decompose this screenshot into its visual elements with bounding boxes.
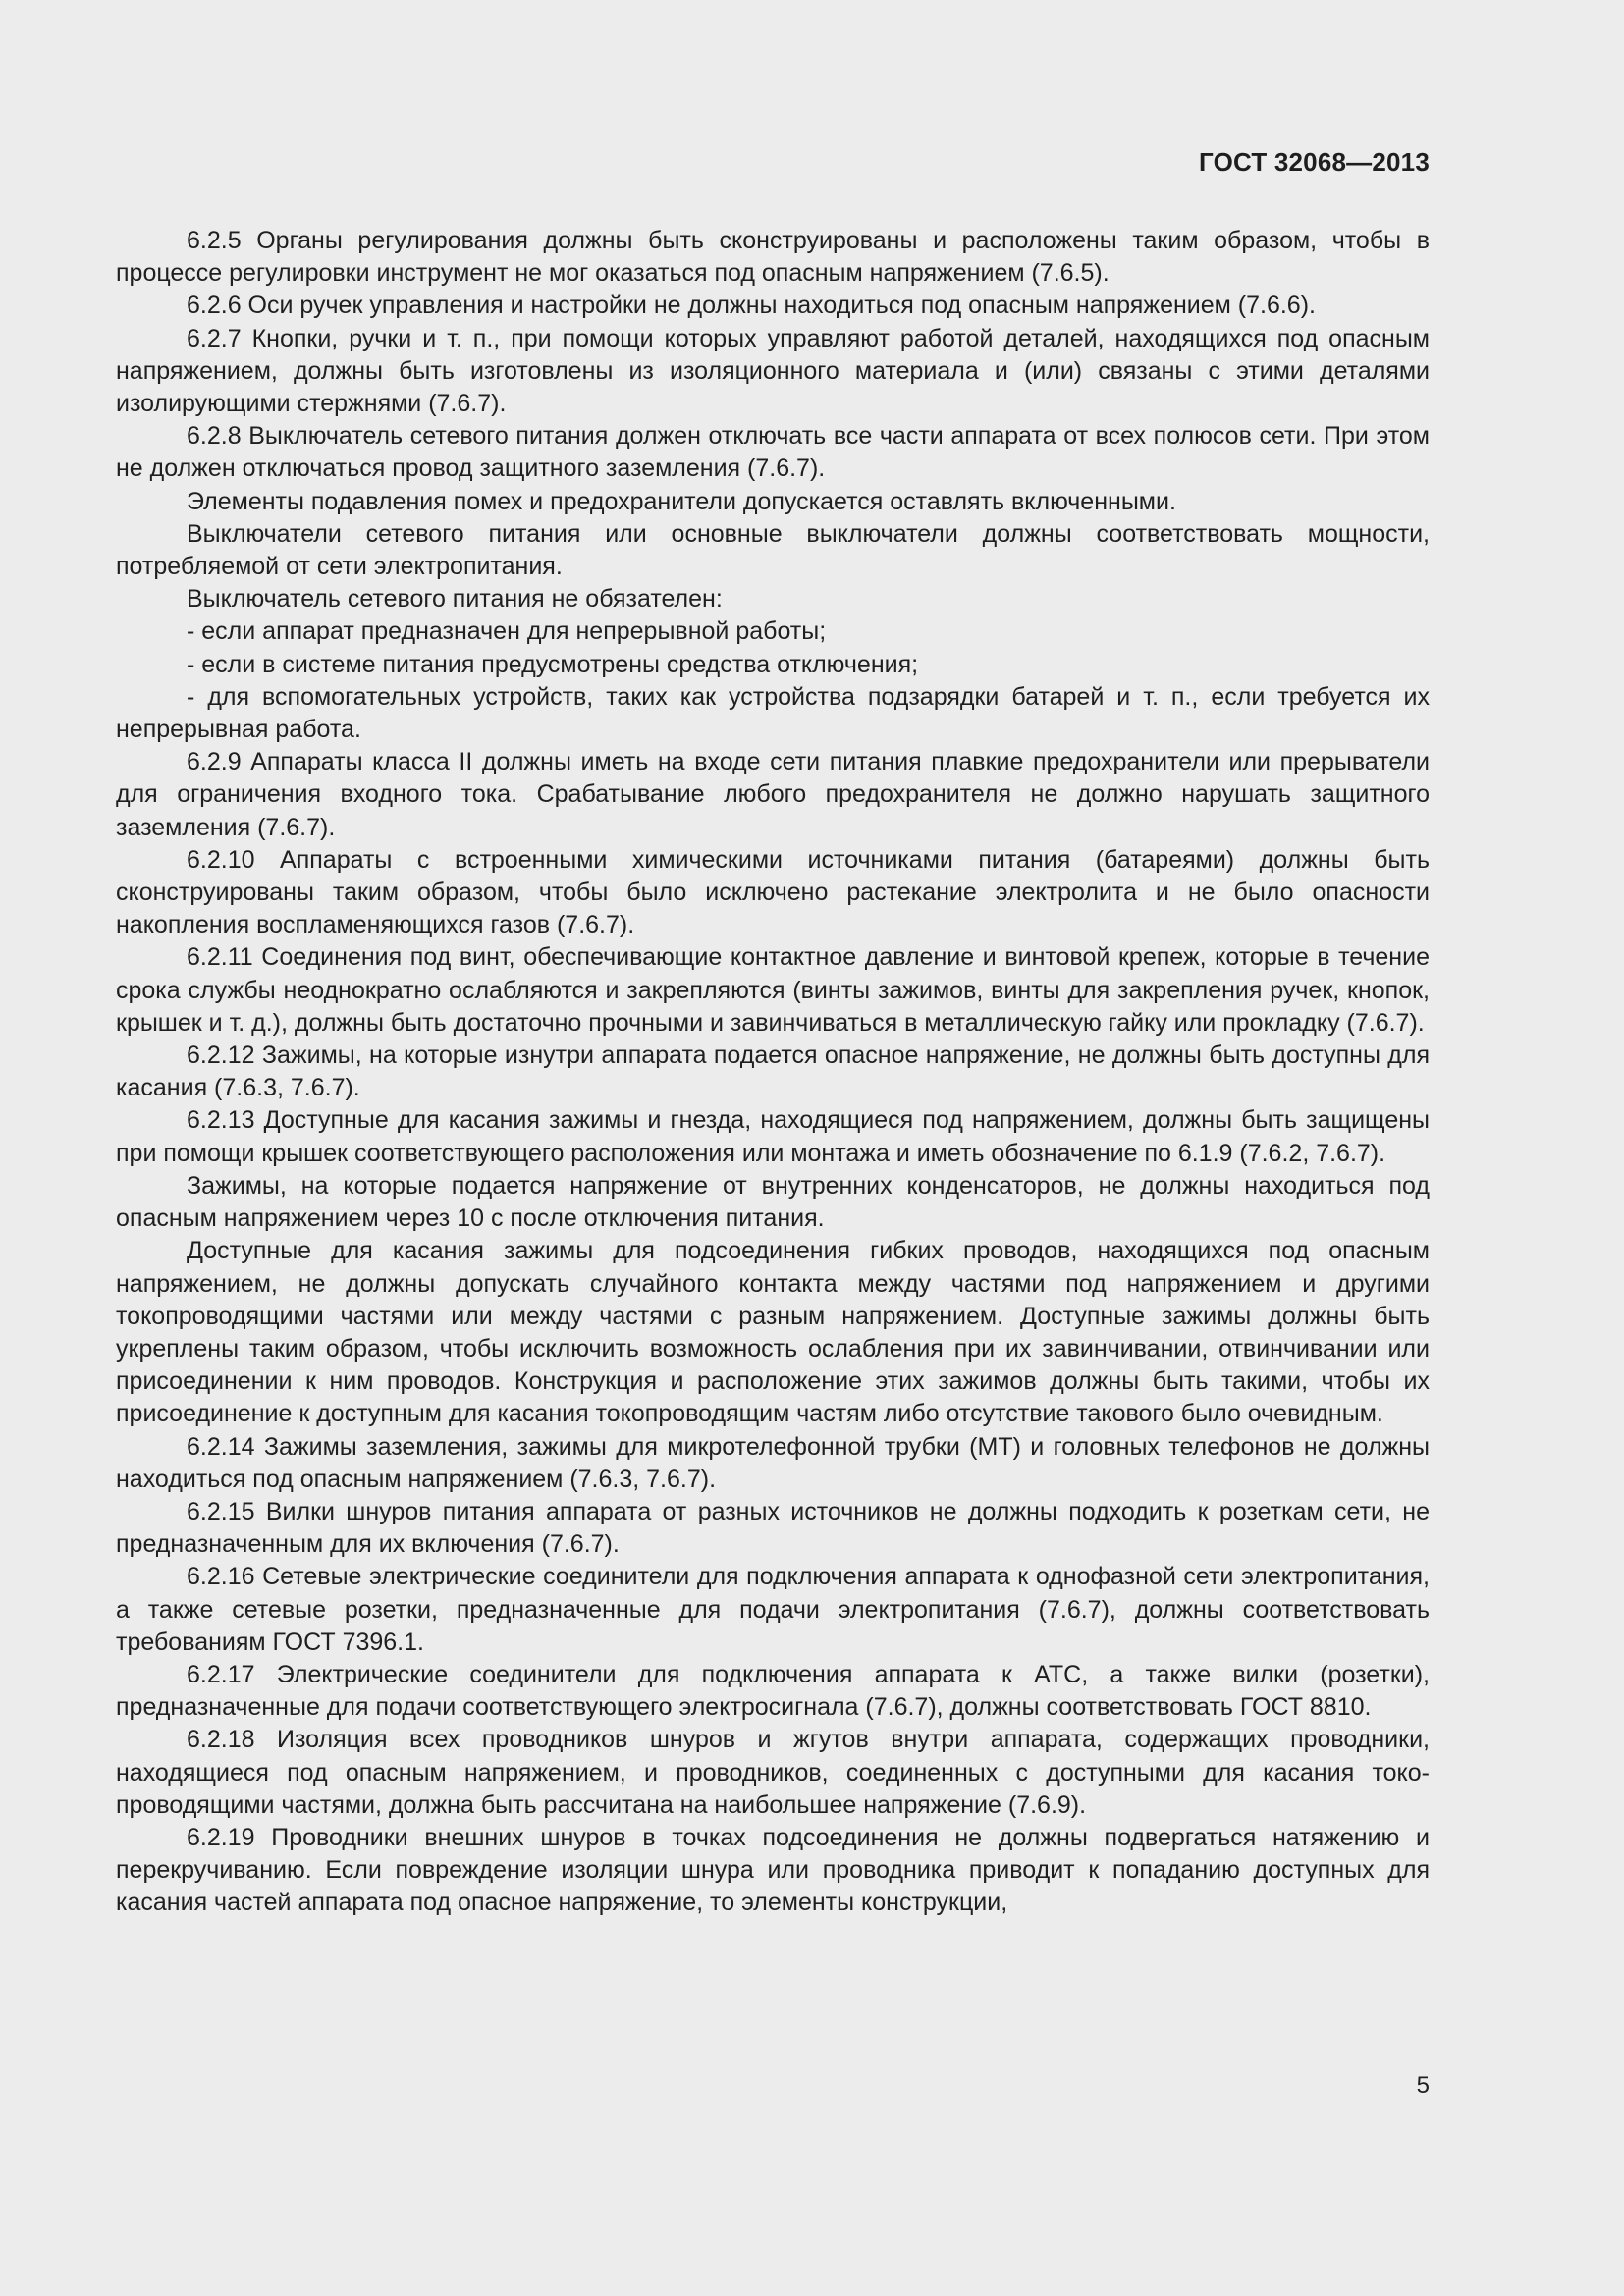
paragraph-switch-not-required: Выключатель сетевого питания не обязателен: [187,585,723,614]
paragraph-6-2-16: 6.2.16 Сетевые электрические соединители для подключения аппарата к однофазной сети электропитания, а также сетевые розетки, предназначенные для подачи электропитания (7.6.7), должны соответствовать требованиям ГОСТ 7396.1. [116,1563,1430,1656]
standard-code-header: ГОСТ 32068—2013 [1199,147,1430,177]
paragraph-6-2-17: 6.2.17 Электрические соединители для подключения аппарата к АТС, а также вилки (розетки), предназначенные для подачи соответствующего электросигнала (7.6.7), должны соответствовать ГОСТ 8810. [116,1660,1430,1722]
paragraph-6-2-9: 6.2.9 Аппараты класса II должны иметь на входе сети питания плавкие предохранители или прерыватели для ограничения входного тока. Срабатывание любого предохранителя не должно нарушать защитного заземления (7.6.7). [116,748,1430,841]
page-number: 5 [1416,2072,1430,2099]
paragraph-6-2-5: 6.2.5 Органы регулирования должны быть сконструированы и расположены таким образом, чтобы в процессе регулировки инструмент не мог оказаться под опасным напряжением (7.6.5). [116,227,1430,288]
document-body [116,225,1430,1920]
paragraph-6-2-13: 6.2.13 Доступные для касания зажимы и гнезда, находящиеся под напряжением, должны быть защищены при помощи крышек соответствующего расположения или монтажа и иметь обозначение по 6.1.9 (7.6.2, 7.6.7). [116,1106,1430,1167]
paragraph-flexible-wire-terminals: Доступные для касания зажимы для подсоединения гибких проводов, находящихся под опасным напряжением, не должны допускать случайного контакта между частями под напряжением и другими токопроводящими частями или между частями с разным напряжением. Доступные зажимы должны быть укреплены таким образом, чтобы исключить возможность ослабления при их завинчивании, отвинчивании или присоединении к ним проводов. Конструкция и расположение этих зажимов должны быть такими, чтобы их присоединение к доступным для касания токопроводящим частям либо отсутствие такового было очевидным. [116,1237,1430,1428]
paragraph-6-2-8: 6.2.8 Выключатель сетевого питания должен отключать все части аппарата от всех полюсов сети. При этом не должен отключаться провод защитного заземления (7.6.7). [116,422,1430,483]
paragraph-switch-power-rating: Выключатели сетевого питания или основные выключатели должны соответствовать мощности, потребляемой от сети электропитания. [116,519,1430,581]
paragraph-capacitor-terminals: Зажимы, на которые подается напряжение от внутренних конденсаторов, не должны находиться под опасным напряжением через 10 с после отключения питания. [116,1171,1430,1233]
list-item-continuous-operation: - если аппарат предназначен для непрерывной работы; [187,617,827,646]
paragraph-6-2-14: 6.2.14 Зажимы заземления, зажимы для микротелефонной трубки (МТ) и головных телефонов не должны находиться под опасным напряжением (7.6.3, 7.6.7). [116,1432,1430,1493]
paragraph-6-2-18: 6.2.18 Изоляция всех проводников шнуров и жгутов внутри аппарата, содержащих проводники, находящиеся под опасным напряжением, и проводников, соединенных с доступными для касания токопроводящими частями, должна быть рассчитана на наибольшее напряжение (7.6.9). [116,1726,1430,1819]
paragraph-interference-elements: Элементы подавления помех и предохранители допускается оставлять включенными. [187,487,1176,515]
paragraph-6-2-19: 6.2.19 Проводники внешних шнуров в точках подсоединения не должны подвергаться натяжению и перекручиванию. Если повреждение изоляции шнура или проводника приводит к попаданию доступных для касания частей аппарата под опасное напряжение, то элементы конструкции, [116,1823,1430,1917]
list-item-disconnect-means: - если в системе питания предусмотрены средства отключения; [187,650,919,678]
paragraph-6-2-11: 6.2.11 Соединения под винт, обеспечивающие контактное давление и винтовой крепеж, которые в течение срока службы неоднократно ослабляются и закрепляются (винты зажимов, винты для закрепления ручек, кнопок, крышек и т. д.), должны быть достаточно прочными и завинчиваться в металлическую гайку или прокладку (7.6.7). [116,943,1430,1037]
paragraph-6-2-7: 6.2.7 Кнопки, ручки и т. п., при помощи которых управляют работой деталей, находящихся под опасным напряжением, должны быть изготовлены из изоляционного материала и (или) связаны с этими деталями изолирующими стержнями (7.6.7). [116,324,1430,418]
list-item-auxiliary-devices: - для вспомогательных устройств, таких как устройства подзарядки батарей и т. п., если требуется их непрерывная работа. [116,682,1430,744]
paragraph-6-2-6: 6.2.6 Оси ручек управления и настройки не должны находиться под опасным напряжением (7.6.6). [187,292,1316,320]
paragraph-6-2-10: 6.2.10 Аппараты с встроенными химическими источниками питания (батареями) должны быть сконструированы таким образом, чтобы было исключено растекание электролита и не было опасности накопления воспламеняющихся газов (7.6.7). [116,845,1430,939]
paragraph-6-2-12: 6.2.12 Зажимы, на которые изнутри аппарата подается опасное напряжение, не должны быть доступны для касания (7.6.3, 7.6.7). [116,1041,1430,1102]
paragraph-6-2-15: 6.2.15 Вилки шнуров питания аппарата от разных источников не должны подходить к розеткам сети, не предназначенным для их включения (7.6.7). [116,1497,1430,1559]
